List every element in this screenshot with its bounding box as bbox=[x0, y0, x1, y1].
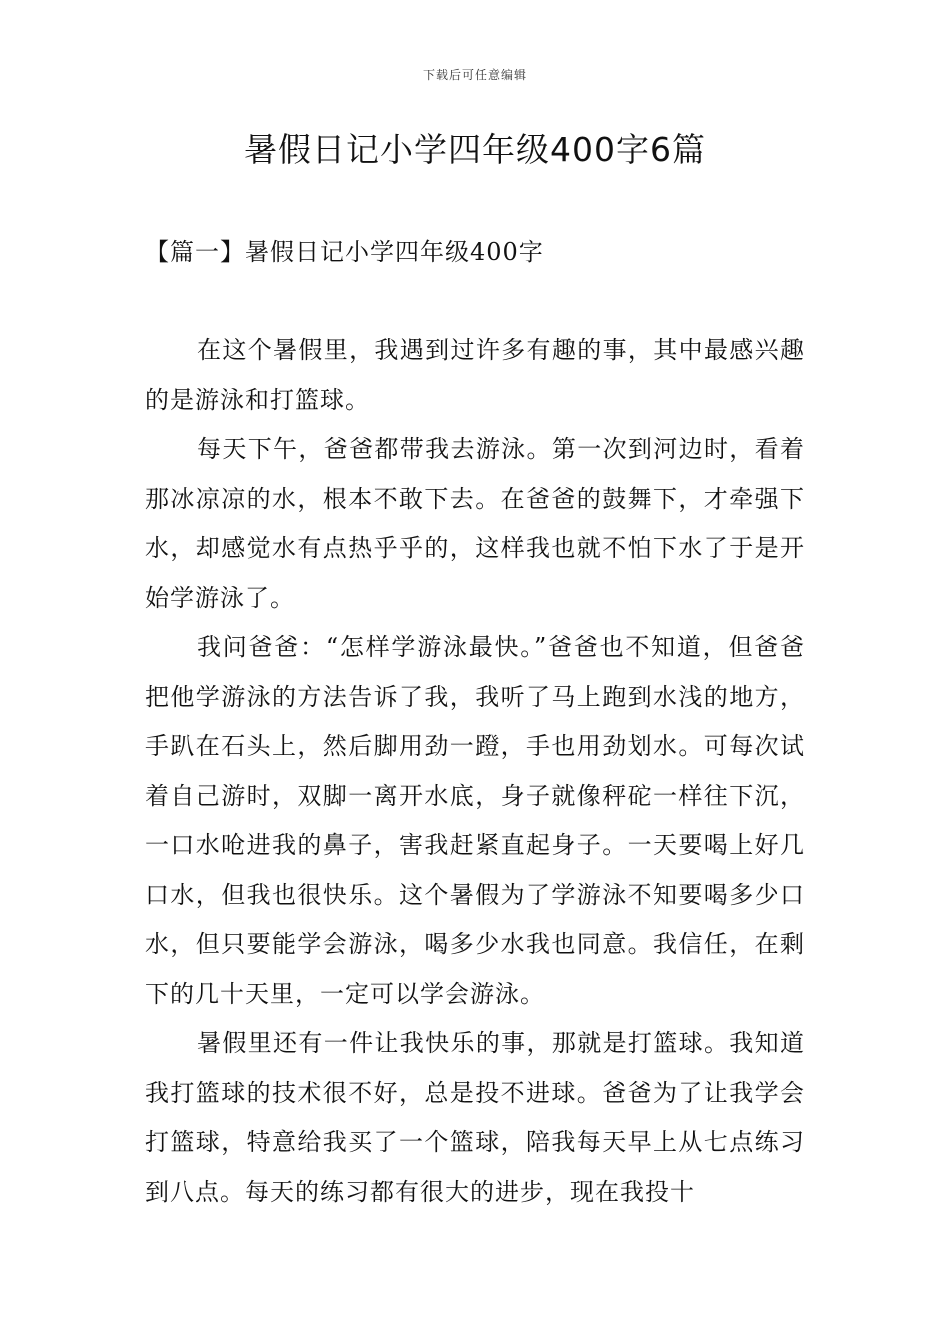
section-heading: 【篇一】暑假日记小学四年级400字 bbox=[145, 238, 544, 266]
paragraph-3: 我问爸爸：“怎样学游泳最快。”爸爸也不知道，但爸爸把他学游泳的方法告诉了我，我听了马上跑到水浅的地方，手趴在石头上，然后脚用劲一蹬，手也用劲划水。可每次试着自己游时，双脚一离开水底，身子就像秤砣一样往下沉，一口水呛进我的鼻子，害我赶紧直起身子。一天要喝上好几口水，但我也很快乐。这个暑假为了学游泳不知要喝多少口水，但只要能学会游泳，喝多少水我也同意。我信任，在剩下的几十天里，一定可以学会游泳。 bbox=[145, 633, 805, 1008]
document-title: 暑假日记小学四年级400字6篇 bbox=[244, 130, 706, 169]
header-note: 下载后可任意编辑 bbox=[422, 68, 527, 82]
paragraph-2: 每天下午，爸爸都带我去游泳。第一次到河边时，看着那冰凉凉的水，根本不敢下去。在爸爸的鼓舞下，才牵强下水，却感觉水有点热乎乎的，这样我也就不怕下水了于是开始学游泳了。 bbox=[145, 435, 805, 612]
paragraph-4: 暑假里还有一件让我快乐的事，那就是打篮球。我知道我打篮球的技术很不好，总是投不进球。爸爸为了让我学会打篮球，特意给我买了一个篮球，陪我每天早上从七点练习到八点。每天的练习都有很大的进步，现在我投十 bbox=[145, 1029, 805, 1206]
paragraph-1: 在这个暑假里，我遇到过许多有趣的事，其中最感兴趣的是游泳和打篮球。 bbox=[145, 336, 805, 414]
document-body bbox=[145, 326, 805, 1217]
